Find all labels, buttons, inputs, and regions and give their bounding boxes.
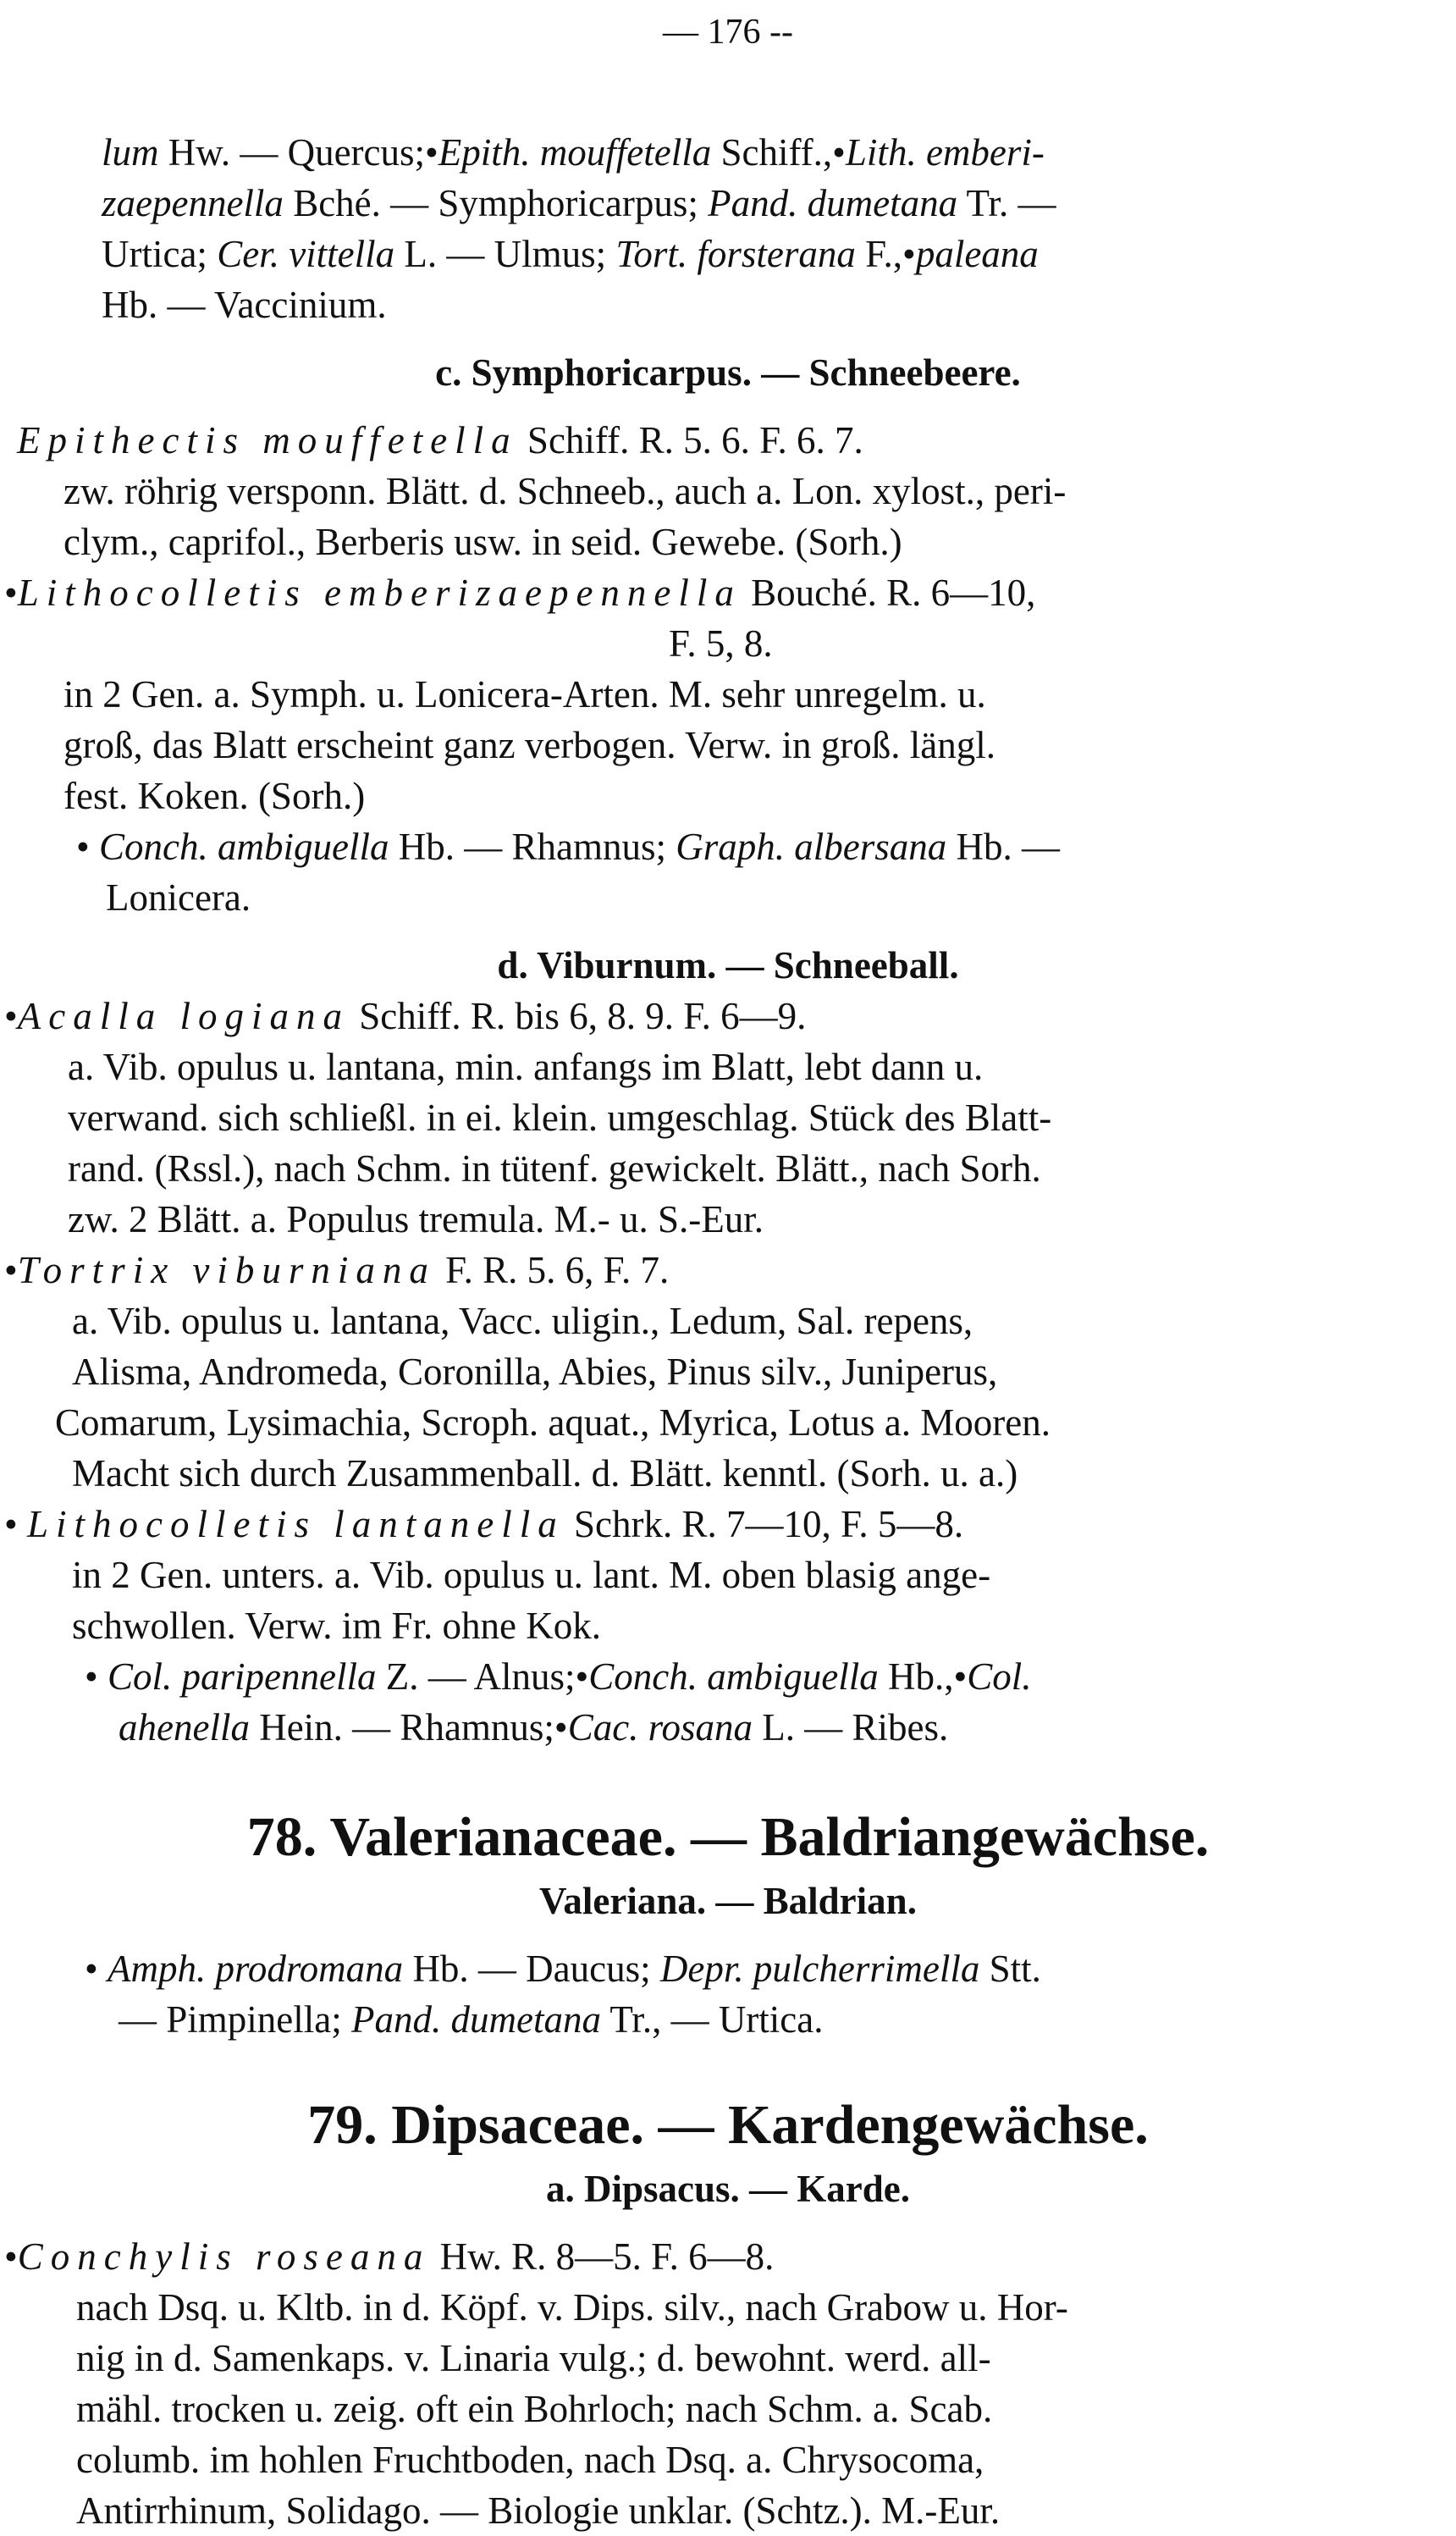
italic-text: Col.	[967, 1655, 1032, 1698]
text-run: — Pimpinella;	[119, 1998, 351, 2041]
subsection-heading: Valeriana. — Baldrian.	[539, 1880, 917, 1922]
section-heading: 78. Valerianaceae. — Baldriangewächse.	[246, 1806, 1210, 1868]
text-run: Macht sich durch Zusammenball. d. Blätt. kenntl. (Sorh. u. a.)	[72, 1452, 1018, 1495]
italic-text: Pand. dumetana	[708, 182, 958, 224]
text-line	[119, 1994, 824, 2045]
text-line	[85, 1943, 1041, 1994]
italic-text: Cac. rosana	[567, 1706, 753, 1749]
italic-text: paleana	[915, 233, 1039, 275]
italic-text: Epith. mouffetella	[438, 131, 712, 174]
text-line	[102, 229, 1039, 279]
italic-text: ahenella	[119, 1706, 250, 1749]
text-line	[68, 1143, 1041, 1194]
section-heading: 79. Dipsaceae. — Kardengewächse.	[307, 2094, 1149, 2156]
text-run: •	[85, 1948, 108, 1990]
italic-text: Col. paripennella	[108, 1655, 377, 1698]
italic-text: Cer. vittella	[217, 233, 395, 275]
text-run: Bouché. R. 6—10,	[741, 572, 1036, 614]
text-line	[63, 517, 902, 567]
species-name: Conchylis roseana	[17, 2235, 431, 2278]
text-run: Hb. —	[946, 826, 1061, 868]
text-line	[76, 2384, 992, 2434]
italic-text: Depr. pulcherrimella	[659, 1948, 980, 1990]
text-run: verwand. sich schließl. in ei. klein. umgeschlag. Stück des Blatt-	[68, 1097, 1052, 1139]
text-run: nach Dsq. u. Kltb. in d. Köpf. v. Dips. silv., nach Grabow u. Hor-	[76, 2286, 1068, 2329]
text-run: Schiff. R. 5. 6. F. 6. 7.	[517, 419, 863, 461]
text-run: Antirrhinum, Solidago. — Biologie unklar. (Schtz.). M.-Eur.	[76, 2489, 1001, 2532]
text-run: Bché. — Symphoricarpus;	[283, 182, 709, 224]
text-line	[76, 2282, 1068, 2333]
text-line	[63, 466, 1066, 517]
text-run: in 2 Gen. a. Symph. u. Lonicera-Arten. M. sehr unregelm. u.	[63, 673, 986, 715]
text-run: schwollen. Verw. im Fr. ohne Kok.	[72, 1605, 601, 1647]
text-run: Comarum, Lysimachia, Scroph. aquat., Myrica, Lotus a. Mooren.	[55, 1401, 1051, 1444]
text-line	[4, 2231, 774, 2282]
italic-text: zaepennella	[102, 182, 284, 224]
text-line	[4, 1245, 669, 1296]
text-line	[106, 872, 251, 923]
text-run: Hb.,•	[878, 1655, 968, 1698]
page-number: — 176 --	[663, 13, 793, 52]
text-line	[63, 771, 365, 821]
species-name: Epithectis mouffetella	[17, 419, 518, 461]
text-line	[76, 2434, 984, 2485]
text-run: Hb. — Rhamnus;	[389, 826, 676, 868]
text-line	[63, 720, 995, 771]
text-run: F. R. 5. 6, F. 7.	[435, 1249, 670, 1291]
text-run: Hw. — Quercus;•	[158, 131, 438, 174]
species-name: Lithocolletis emberizaepennella	[17, 572, 742, 614]
text-run: Lonicera.	[106, 876, 251, 919]
text-run: •	[4, 995, 18, 1037]
text-line	[102, 127, 1045, 178]
italic-text: Amph. prodromana	[108, 1948, 404, 1990]
text-run: Schiff. R. bis 6, 8. 9. F. 6—9.	[350, 995, 807, 1037]
text-run: L. — Ribes.	[753, 1706, 949, 1749]
text-line	[4, 1499, 963, 1550]
italic-text: Tort. forsterana	[615, 233, 856, 275]
text-run: zw. röhrig versponn. Blätt. d. Schneeb., auch a. Lon. xylost., peri-	[63, 470, 1067, 512]
text-run: Z. — Alnus;•	[376, 1655, 589, 1698]
text-line	[102, 178, 1056, 229]
text-line	[72, 1600, 601, 1651]
text-run: Alisma, Andromeda, Coronilla, Abies, Pinus silv., Juniperus,	[72, 1351, 998, 1393]
text-run: Hein. — Rhamnus;•	[249, 1706, 568, 1749]
species-name: Tortrix viburniana	[17, 1249, 436, 1291]
text-run: •	[4, 2235, 18, 2278]
text-run: F. 5, 8.	[669, 622, 773, 665]
text-run: Hw. R. 8—5. F. 6—8.	[430, 2235, 775, 2278]
text-line	[669, 618, 773, 669]
text-line	[76, 821, 1060, 872]
species-name: Acalla logiana	[17, 995, 350, 1037]
text-run: Stt.	[979, 1948, 1041, 1990]
text-line	[55, 1397, 1051, 1448]
italic-text: Graph. albersana	[676, 826, 947, 868]
text-run: •	[4, 1249, 18, 1291]
text-run: Hb. — Daucus;	[403, 1948, 660, 1990]
text-run: clym., caprifol., Berberis usw. in seid. Gewebe. (Sorh.)	[63, 521, 902, 563]
text-run: nig in d. Samenkaps. v. Linaria vulg.; d. bewohnt. werd. all-	[76, 2337, 991, 2379]
text-run: Tr., — Urtica.	[600, 1998, 824, 2041]
text-run: •	[4, 1503, 28, 1545]
subsection-heading: a. Dipsacus. — Karde.	[545, 2168, 911, 2210]
subsection-heading: d. Viburnum. — Schneeball.	[497, 944, 959, 986]
italic-text: lum	[102, 131, 159, 174]
text-run: Hb. — Vaccinium.	[102, 284, 387, 326]
text-run: fest. Koken. (Sorh.)	[63, 775, 366, 817]
text-run: mähl. trocken u. zeig. oft ein Bohrloch; nach Schm. a. Scab.	[76, 2388, 993, 2430]
text-run: L. — Ulmus;	[394, 233, 616, 275]
text-run: rand. (Rssl.), nach Schm. in tütenf. gewickelt. Blätt., nach Sorh.	[68, 1147, 1041, 1190]
text-run: zw. 2 Blätt. a. Populus tremula. M.- u. S.-Eur.	[68, 1198, 764, 1240]
text-run: a. Vib. opulus u. lantana, min. anfangs im Blatt, lebt dann u.	[68, 1046, 984, 1088]
text-run: Schrk. R. 7—10, F. 5—8.	[564, 1503, 964, 1545]
text-line	[68, 1092, 1051, 1143]
text-line	[68, 1041, 983, 1092]
species-name: Lithocolletis lantanella	[27, 1503, 565, 1545]
text-line	[17, 415, 863, 466]
text-run: groß, das Blatt erscheint ganz verbogen. Verw. in groß. längl.	[63, 724, 995, 766]
text-line	[76, 2485, 1000, 2536]
text-run: •	[4, 572, 18, 614]
text-run: columb. im hohlen Fruchtboden, nach Dsq. a. Chrysocoma,	[76, 2439, 984, 2481]
text-run: a. Vib. opulus u. lantana, Vacc. uligin., Ledum, Sal. repens,	[72, 1300, 973, 1342]
text-line	[102, 279, 387, 330]
text-run: in 2 Gen. unters. a. Vib. opulus u. lant. M. oben blasig ange-	[72, 1554, 991, 1596]
italic-text: Conch. ambiguella	[99, 826, 389, 868]
text-line	[72, 1550, 990, 1600]
italic-text: Conch. ambiguella	[588, 1655, 879, 1698]
text-line	[76, 2333, 991, 2384]
text-line	[4, 567, 1035, 618]
text-line	[4, 991, 806, 1041]
text-run: •	[85, 1655, 108, 1698]
text-run: •	[76, 826, 100, 868]
text-line	[68, 1194, 764, 1245]
text-run: Urtica;	[102, 233, 218, 275]
italic-text: Pand. dumetana	[351, 1998, 601, 2041]
text-line	[119, 1702, 948, 1753]
text-run: Schiff.,•	[711, 131, 846, 174]
italic-text: Lith. emberi-	[845, 131, 1045, 174]
subsection-heading: c. Symphoricarpus. — Schneebeere.	[435, 351, 1021, 394]
text-line	[85, 1651, 1032, 1702]
text-line	[63, 669, 986, 720]
text-run: F.,•	[855, 233, 916, 275]
text-line	[72, 1296, 973, 1346]
text-line	[72, 1346, 997, 1397]
text-line	[72, 1448, 1018, 1499]
text-run: Tr. —	[957, 182, 1056, 224]
